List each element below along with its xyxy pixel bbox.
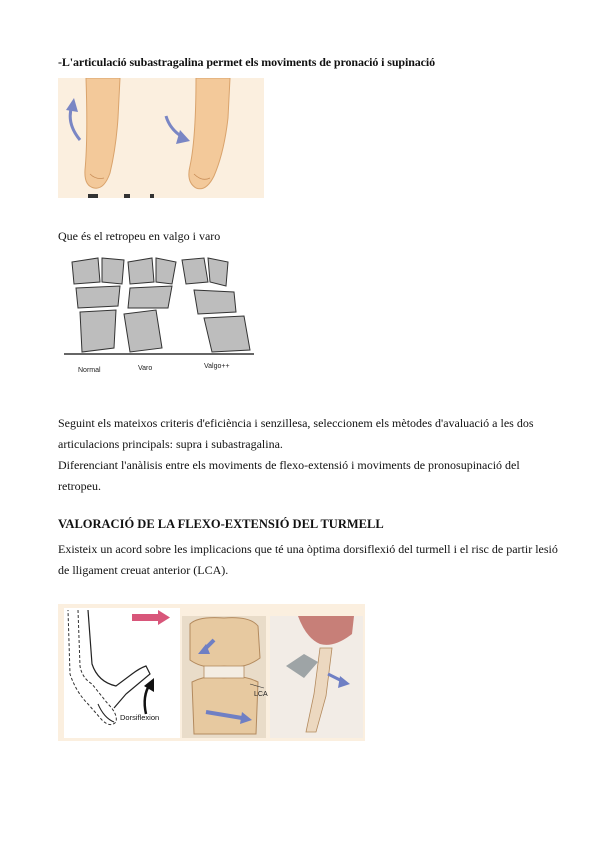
foot-pronation-supination-figure <box>58 78 264 198</box>
label-normal: Normal <box>78 367 101 374</box>
paragraph-criteria: Seguint els mateixos criteris d'eficiència i senzillesa, seleccionem els mètodes d'avaluació a les dos articulacions principals: supra i subastragalina. <box>58 416 534 451</box>
label-dorsiflexion: Dorsiflexion <box>120 713 160 722</box>
label-valgo: Valgo++ <box>204 363 230 370</box>
label-varo: Varo <box>138 365 153 372</box>
paragraph-acl-risk: Existeix un acord sobre les implicacions que té una òptima dorsiflexió del turmell i el risc de partir lesió de lligament creuat anterior (LCA). <box>58 542 558 577</box>
section-heading-flexo-extension: VALORACIÓ DE LA FLEXO-EXTENSIÓ DEL TURMELL <box>58 517 384 531</box>
label-lca: LCA <box>254 691 268 698</box>
hindfoot-alignment-figure <box>58 252 258 380</box>
paragraph-analysis: Diferenciant l'anàlisis entre els moviments de flexo-extensió i moviments de pronosupinació del retropeu. <box>58 458 520 493</box>
hindfoot-caption: Que és el retropeu en valgo i varo <box>58 229 221 243</box>
dorsiflexion-acl-figure <box>58 604 365 741</box>
section-heading-subtalar: -L'articulació subastragalina permet els moviments de pronació i supinació <box>58 55 436 69</box>
